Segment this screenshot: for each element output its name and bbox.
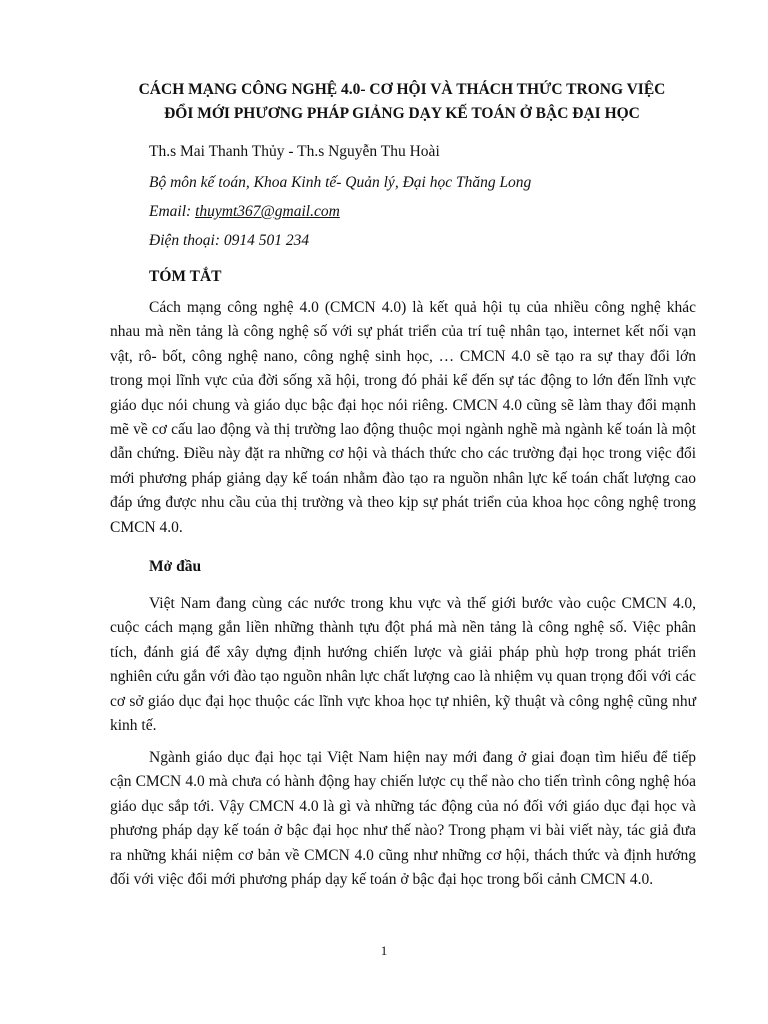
authors: Th.s Mai Thanh Thủy - Th.s Nguyễn Thu Hoài [149, 143, 440, 160]
intro-paragraph-1: Việt Nam đang cùng các nước trong khu vực và thế giới bước vào cuộc CMCN 4.0, cuộc cách mạng gắn liền những thành tựu đột phá mà nền tảng là công nghệ số. Việc phân tích, đánh giá để xây dựng định hướng chiến lược và giải pháp phù hợp trong phát triển nghiên cứu gắn với đào tạo nguồn nhân lực chất lượng cao là nhiệm vụ quan trọng đối với các cơ sở giáo dục đại học thuộc các lĩnh vực khoa học tự nhiên, kỹ thuật và công nghệ cũng như kinh tế. [110, 595, 696, 735]
intro-paragraph-2: Ngành giáo dục đại học tại Việt Nam hiện nay mới đang ở giai đoạn tìm hiểu để tiếp cận CMCN 4.0 mà chưa có hành động hay chiến lược cụ thể nào cho tiến trình công nghệ hóa giáo dục sắp tới. Vậy CMCN 4.0 là gì và những tác động của nó đối với giáo dục đại học và phương pháp dạy kế toán ở bậc đại học như thế nào? Trong phạm vi bài viết này, tác giả đưa ra những khái niệm cơ bản về CMCN 4.0 cũng như những cơ hội, thách thức và định hướng đối với việc đổi mới phương pháp dạy kế toán ở bậc đại học trong bối cảnh CMCN 4.0. [110, 749, 696, 889]
email-line [149, 202, 340, 222]
phone: Điện thoại: 0914 501 234 [149, 232, 310, 249]
document-title-line-2: ĐỔI MỚI PHƯƠNG PHÁP GIẢNG DẠY KẾ TOÁN Ở BẬC ĐẠI HỌC [164, 105, 640, 122]
summary-heading: TÓM TẮT [149, 268, 222, 285]
page-number: 1 [380, 943, 388, 958]
document-title-line-1: CÁCH MẠNG CÔNG NGHỆ 4.0- CƠ HỘI VÀ THÁCH THỨC TRONG VIỆC [138, 81, 666, 98]
affiliation: Bộ môn kế toán, Khoa Kinh tế- Quản lý, Đại học Thăng Long [149, 174, 532, 191]
summary-paragraph: Cách mạng công nghệ 4.0 (CMCN 4.0) là kết quả hội tụ của nhiều công nghệ khác nhau mà nền tảng là công nghệ số với sự phát triển của trí tuệ nhân tạo, internet kết nối vạn vật, rô- bốt, công nghệ nano, công nghệ sinh học, … CMCN 4.0 sẽ tạo ra sự thay đổi lớn trong mọi lĩnh vực của đời sống xã hội, trong đó phải kể đến sự tác động to lớn đến lĩnh vực giáo dục nói chung và giáo dục bậc đại học nói riêng. CMCN 4.0 cũng sẽ làm thay đổi mạnh mẽ về cơ cấu lao động và thị trường lao động thuộc mọi ngành nghề mà ngành kế toán là một dẫn chứng. Điều này đặt ra những cơ hội và thách thức cho các trường đại học trong việc đổi mới phương pháp giảng dạy kế toán nhằm đào tạo ra nguồn nhân lực kế toán chất lượng cao đáp ứng được nhu cầu của thị trường và theo kịp sự phát triển của khoa học công nghệ trong CMCN 4.0. [110, 299, 696, 536]
intro-heading: Mở đầu [149, 558, 202, 575]
email-label: Email: [149, 203, 196, 220]
email-link[interactable]: thuymt367@gmail.com [195, 203, 340, 220]
